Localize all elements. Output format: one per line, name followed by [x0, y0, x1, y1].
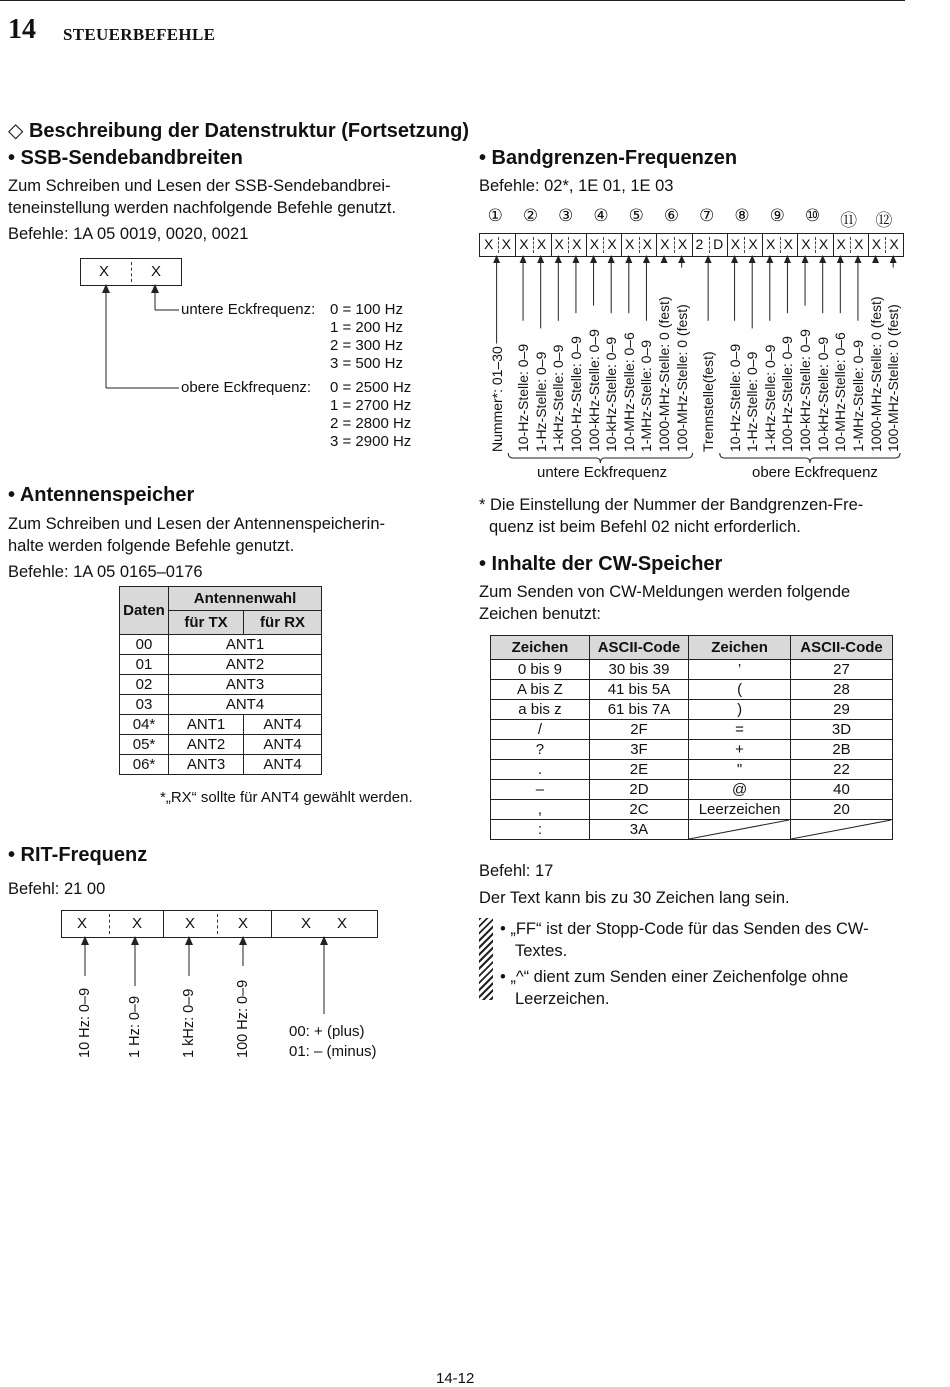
cw-cell: Leerzeichen — [689, 800, 791, 820]
section-title: ◇ Beschreibung der Datenstruktur (Fortsetzung) — [8, 120, 469, 142]
cw-heading: • Inhalte der CW-Speicher — [479, 553, 723, 575]
band-position-number: ③ — [558, 206, 574, 225]
ssb-cell: X — [151, 263, 162, 280]
band-arrow-head — [819, 255, 826, 263]
band-divider — [656, 234, 657, 256]
rit-heading: • RIT-Frequenz — [8, 844, 148, 866]
rit-cell: X — [185, 915, 196, 932]
cw-cell: A bis Z — [491, 680, 590, 700]
ssb-upper-values: 0 = 2500 Hz 1 = 2700 Hz 2 = 2800 Hz 3 = 2900 Hz — [330, 379, 412, 450]
cw-head: Zeichen — [689, 636, 791, 660]
band-cell: X — [871, 236, 882, 252]
band-arrow-head — [854, 255, 861, 263]
band-position-number: ⑨ — [769, 206, 785, 225]
band-cell: X — [677, 236, 688, 252]
band-cell: X — [484, 236, 494, 252]
cw-cell: 40 — [791, 780, 893, 800]
table-row — [491, 760, 893, 780]
antenna-heading: • Antennenspeicher — [8, 484, 195, 506]
band-label: 1-MHz-Stelle: 0–9 — [638, 339, 655, 452]
band-cell: X — [836, 236, 846, 252]
band-cell: X — [766, 236, 776, 252]
cw-length-note: Der Text kann bis zu 30 Zeichen lang sein. — [479, 889, 790, 907]
cw-table — [490, 635, 893, 840]
table-row: 00 ANT1 — [120, 635, 322, 655]
band-divider — [586, 234, 587, 256]
table-row — [491, 740, 893, 760]
cw-cell: ’ — [689, 660, 791, 680]
band-cell: X — [501, 236, 511, 252]
rit-divider — [163, 911, 164, 937]
cw-cell: 22 — [791, 760, 893, 780]
band-label: 1000-MHz-Stelle: 0 (fest) — [867, 296, 884, 452]
cw-cell: ( — [689, 680, 791, 700]
band-arrow-head — [537, 255, 544, 263]
cw-cell: 61 bis 7A — [589, 700, 688, 720]
cw-cell: 3F — [589, 740, 688, 760]
antenna-head-rx: für RX — [244, 611, 322, 635]
cw-cell: : — [491, 820, 590, 840]
band-brace — [720, 453, 900, 463]
table-row: 02 ANT3 — [120, 675, 322, 695]
band-label: 100-kHz-Stelle: 0–9 — [797, 329, 814, 452]
band-arrow-head — [493, 255, 500, 263]
ssb-lower-label: untere Eckfrequenz: — [181, 301, 316, 318]
rit-cell: X — [132, 915, 143, 932]
chapter-number: 14 — [8, 14, 36, 45]
band-label: 1-Hz-Stelle: 0–9 — [744, 351, 761, 452]
ssb-description: Zum Schreiben und Lesen der SSB-Sendebandbrei- teneinstellung werden nachfolgende Befehle genutzt. — [8, 177, 397, 217]
band-arrow-head — [837, 255, 844, 263]
cw-cell: + — [689, 740, 791, 760]
ssb-divider — [131, 262, 132, 282]
band-position-number: ⑧ — [734, 206, 750, 225]
band-arrow-head — [802, 255, 809, 263]
band-divider — [498, 237, 499, 253]
band-divider — [797, 234, 798, 256]
band-divider — [885, 237, 886, 253]
band-label: 10-Hz-Stelle: 0–9 — [515, 343, 532, 452]
cw-command: Befehl: 17 — [479, 862, 554, 880]
cw-description: Zum Senden von CW-Meldungen werden folgende Zeichen benutzt: — [479, 583, 851, 623]
band-arrow-head — [731, 255, 738, 263]
cw-cell: = — [689, 720, 791, 740]
antenna-commands: Befehle: 1A 05 0165–0176 — [8, 563, 203, 581]
cw-head: ASCII-Code — [791, 636, 893, 660]
cw-cell: . — [491, 760, 590, 780]
header-rule — [0, 0, 905, 1]
band-label: 100-MHz-Stelle: 0 (fest) — [673, 304, 690, 452]
ssb-commands: Befehle: 1A 05 0019, 0020, 0021 — [8, 225, 249, 243]
ssb-lower-values: 0 = 100 Hz 1 = 200 Hz 2 = 300 Hz 3 = 500 Hz — [330, 301, 403, 372]
band-position-numbers — [479, 206, 904, 230]
cw-cell: 3A — [589, 820, 688, 840]
band-label: 1-kHz-Stelle: 0–9 — [550, 344, 567, 452]
band-position-number: ⑫ — [875, 211, 893, 230]
band-label: 100-Hz-Stelle: 0–9 — [567, 336, 584, 452]
cw-cell: 41 bis 5A — [589, 680, 688, 700]
band-footnote: * Die Einstellung der Nummer der Bandgrenzen-Fre- quenz ist beim Befehl 02 nicht erforderlich. — [479, 496, 864, 536]
rit-label: 100 Hz: 0–9 — [235, 979, 251, 1058]
cw-cell: 20 — [791, 800, 893, 820]
rit-divider — [217, 914, 218, 934]
table-row — [491, 820, 893, 840]
band-cell: X — [625, 236, 635, 252]
ssb-data-box — [80, 258, 182, 286]
band-arrow-head — [643, 255, 650, 263]
band-label: 100-kHz-Stelle: 0–9 — [585, 329, 602, 452]
band-divider — [639, 237, 640, 253]
band-label: 10-kHz-Stelle: 0–9 — [603, 336, 620, 452]
band-heading: • Bandgrenzen-Frequenzen — [479, 147, 738, 169]
band-cell: X — [783, 236, 793, 252]
cw-cell — [689, 820, 791, 840]
band-cell: X — [536, 236, 547, 252]
cw-cell: ) — [689, 700, 791, 720]
cw-cell: 30 bis 39 — [589, 660, 688, 680]
rit-cell: X — [301, 915, 312, 932]
band-position-number: ⑥ — [663, 206, 680, 225]
table-row — [491, 720, 893, 740]
band-arrow-head — [749, 255, 756, 263]
cw-cell: 2E — [589, 760, 688, 780]
rit-label: 1 kHz: 0–9 — [181, 988, 197, 1058]
band-arrow-head — [872, 255, 879, 263]
band-divider — [833, 234, 834, 256]
band-arrow-head — [766, 255, 773, 263]
ssb-upper-label: obere Eckfrequenz: — [181, 379, 312, 396]
cw-cell: 2D — [589, 780, 688, 800]
page-number: 14-12 — [436, 1370, 475, 1387]
rit-label: 1 Hz: 0–9 — [127, 995, 143, 1058]
band-label: 100-Hz-Stelle: 0–9 — [779, 336, 796, 452]
antenna-description: Zum Schreiben und Lesen der Antennenspeicherin- halte werden folgende Befehle genutzt. — [8, 515, 385, 555]
rit-cell: X — [77, 915, 88, 932]
band-position-number: ⑤ — [628, 206, 644, 225]
band-arrow-head — [784, 255, 791, 263]
band-cell: X — [572, 236, 582, 252]
band-divider — [762, 234, 763, 256]
cw-cell: 3D — [791, 720, 893, 740]
note-icon — [479, 918, 493, 1000]
band-position-number: ② — [522, 206, 539, 225]
band-cell: X — [607, 236, 617, 252]
cw-cell: 2F — [589, 720, 688, 740]
band-divider — [515, 234, 516, 256]
band-data-box — [479, 233, 904, 257]
band-label: 1-MHz-Stelle: 0–9 — [849, 339, 866, 452]
band-cell: X — [889, 236, 899, 252]
band-arrow-head — [555, 255, 562, 263]
table-row — [491, 800, 893, 820]
band-position-number: ① — [487, 206, 503, 225]
rit-data-box — [61, 910, 378, 938]
band-divider — [815, 237, 816, 253]
rit-cell: X — [238, 915, 249, 932]
antenna-footnote: *„RX“ sollte für ANT4 gewählt werden. — [160, 789, 413, 806]
band-divider — [551, 234, 552, 256]
band-label: 1000-MHz-Stelle: 0 (fest) — [656, 296, 673, 452]
band-arrow-head — [890, 255, 897, 263]
band-cell: X — [818, 236, 829, 252]
table-row: 03 ANT4 — [120, 695, 322, 715]
rit-cell: X — [337, 915, 348, 932]
chapter-title: STEUERBEFEHLE — [63, 25, 216, 44]
band-cell: D — [713, 236, 724, 252]
table-row: 04* ANT1 ANT4 — [120, 715, 322, 735]
band-arrow-head — [625, 255, 632, 263]
band-divider — [674, 237, 675, 253]
band-cell: X — [854, 236, 864, 252]
rit-sign-values: 00: + (plus) 01: – (minus) — [289, 1023, 377, 1060]
band-label: Trennstelle(fest) — [700, 351, 717, 452]
band-divider — [709, 237, 710, 253]
rit-divider — [271, 911, 272, 937]
ssb-cell: X — [99, 263, 110, 280]
band-divider — [603, 237, 604, 253]
ssb-heading: • SSB-Sendebandbreiten — [8, 147, 243, 169]
band-cell: X — [660, 236, 670, 252]
band-arrow-head — [661, 255, 668, 263]
rit-arrows — [61, 936, 361, 1016]
band-divider — [744, 237, 745, 253]
cw-cell: " — [689, 760, 791, 780]
table-row — [491, 700, 893, 720]
band-label: Nummer*: 01–30 — [488, 346, 505, 452]
antenna-table — [119, 586, 322, 775]
band-divider — [868, 234, 869, 256]
band-label: 10-Hz-Stelle: 0–9 — [726, 343, 743, 452]
band-cell: X — [730, 236, 741, 252]
band-upper-label: obere Eckfrequenz — [752, 464, 878, 481]
band-brace — [508, 453, 692, 463]
cw-cell: 27 — [791, 660, 893, 680]
band-arrow-head — [520, 255, 527, 263]
antenna-head-tx: für TX — [169, 611, 244, 635]
band-cell: 2 — [695, 236, 704, 252]
cw-cell: 28 — [791, 680, 893, 700]
band-divider — [568, 237, 569, 253]
cw-cell: a bis z — [491, 700, 590, 720]
band-cell: X — [519, 236, 529, 252]
cw-head: ASCII-Code — [589, 636, 688, 660]
band-label: 10-kHz-Stelle: 0–9 — [814, 336, 831, 452]
band-divider — [780, 237, 781, 253]
cw-cell: 0 bis 9 — [491, 660, 590, 680]
band-divider — [533, 237, 534, 253]
band-position-number: ④ — [593, 206, 609, 225]
cw-cell: 29 — [791, 700, 893, 720]
band-divider — [850, 237, 851, 253]
rit-command: Befehl: 21 00 — [8, 880, 106, 898]
band-position-number: ⑦ — [699, 206, 715, 225]
band-lower-label: untere Eckfrequenz — [537, 464, 668, 481]
band-label: 1-kHz-Stelle: 0–9 — [761, 344, 778, 452]
cw-cell: 2B — [791, 740, 893, 760]
band-label: 10-MHz-Stelle: 0–6 — [620, 332, 637, 452]
cw-cell — [791, 820, 893, 840]
band-arrow-head — [678, 255, 685, 263]
antenna-head-data: Daten — [120, 587, 169, 635]
band-divider — [621, 234, 622, 256]
table-row — [491, 780, 893, 800]
cw-cell: / — [491, 720, 590, 740]
band-arrow-head — [705, 255, 712, 263]
table-row: 05* ANT2 ANT4 — [120, 735, 322, 755]
table-row: 01 ANT2 — [120, 655, 322, 675]
cw-cell: 2C — [589, 800, 688, 820]
band-cell: X — [748, 236, 758, 252]
cw-cell: @ — [689, 780, 791, 800]
band-label: 1-Hz-Stelle: 0–9 — [532, 351, 549, 452]
band-commands: Befehle: 02*, 1E 01, 1E 03 — [479, 177, 674, 195]
band-cell: X — [589, 236, 600, 252]
band-label: 10-MHz-Stelle: 0–6 — [832, 332, 849, 452]
band-position-number: ⑩ — [804, 206, 821, 225]
band-cell: X — [801, 236, 811, 252]
cw-notes: • „FF“ ist der Stopp-Code für das Senden des CW- Textes. • „^“ dient zum Senden einer Zeichenfolge ohne Leerzeichen. — [500, 920, 869, 1008]
band-divider — [727, 234, 728, 256]
table-row — [491, 680, 893, 700]
rit-divider — [109, 914, 110, 934]
band-cell: X — [554, 236, 564, 252]
band-cell: X — [642, 236, 652, 252]
cw-head: Zeichen — [491, 636, 590, 660]
rit-label: 10 Hz: 0–9 — [77, 987, 93, 1058]
band-label: 100-MHz-Stelle: 0 (fest) — [885, 304, 902, 452]
cw-cell: ? — [491, 740, 590, 760]
band-divider — [692, 234, 693, 256]
ssb-arrows — [95, 284, 185, 394]
band-arrow-head — [608, 255, 615, 263]
table-row — [491, 660, 893, 680]
antenna-head-selection: Antennenwahl — [169, 587, 322, 611]
table-row: 06* ANT3 ANT4 — [120, 755, 322, 775]
cw-cell: – — [491, 780, 590, 800]
band-arrow-head — [590, 255, 597, 263]
band-arrow-head — [572, 255, 579, 263]
band-position-number: ⑪ — [840, 211, 858, 230]
cw-cell: , — [491, 800, 590, 820]
